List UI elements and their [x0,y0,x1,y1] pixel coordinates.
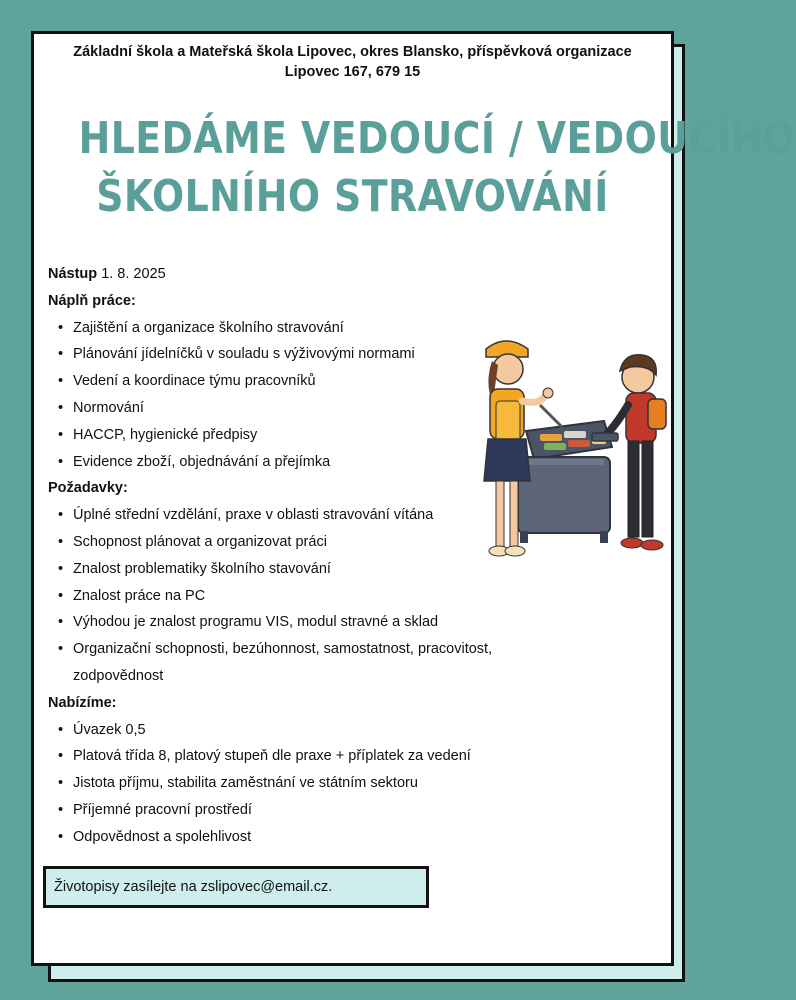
title-line-1: HLEDÁME VEDOUCÍ / VEDOUCÍHO [78,113,796,164]
list-item: • Zajištění a organizace školního stravování [48,315,518,342]
list-item: • Úplné střední vzdělání, praxe v oblasti stravování vítána [48,502,518,529]
start-label: Nástup [48,266,98,282]
list-item: • Vedení a koordinace týmu pracovníků [48,368,518,395]
list-item: • Příjemné pracovní prostředí [48,797,518,824]
list-item: • Úvazek 0,5 [48,717,518,744]
list-item: • Znalost práce na PC [48,583,518,610]
list-item: • Výhodou je znalost programu VIS, modul stravné a sklad [48,609,518,636]
list-item-continuation: zodpovědnost [73,667,164,684]
page-title [78,110,796,226]
list-item: • Platová třída 8, platový stupeň dle praxe + příplatek za vedení [48,743,518,770]
school-header [34,42,671,82]
title-line-2: ŠKOLNÍHO STRAVOVÁNÍ [96,171,609,222]
requirements-heading: Požadavky: [48,480,128,497]
list-item: • Organizační schopnosti, bezúhonnost, samostatnost, pracovitost, [48,636,518,663]
start-date [48,261,518,288]
list-item: • Normování [48,395,518,422]
flyer-sheet [31,31,796,966]
list-item: • Odpovědnost a spolehlivost [48,824,518,851]
list-item: • Schopnost plánovat a organizovat práci [48,529,518,556]
duties-heading: Náplň práce: [48,292,136,309]
list-item: • HACCP, hygienické předpisy [48,422,518,449]
contact-text: Životopisy zasílejte na zslipovec@email.cz. [54,879,333,895]
offer-heading: Nabízíme: [48,694,117,711]
canteen-illustration [444,309,674,564]
list-item: • Jistota příjmu, stabilita zaměstnání ve státním sektoru [48,770,518,797]
school-name: Základní škola a Mateřská škola Lipovec, okres Blansko, příspěvková organizace [73,44,632,60]
list-item: • Plánování jídelníčků v souladu s výživovými normami [48,341,518,368]
list-item: • Evidence zboží, objednávání a přejímka [48,449,518,476]
contact-box [43,866,429,908]
start-value: 1. 8. 2025 [101,266,166,282]
list-item: • Znalost problematiky školního stavování [48,556,518,583]
school-address: Lipovec 167, 679 15 [284,64,421,80]
